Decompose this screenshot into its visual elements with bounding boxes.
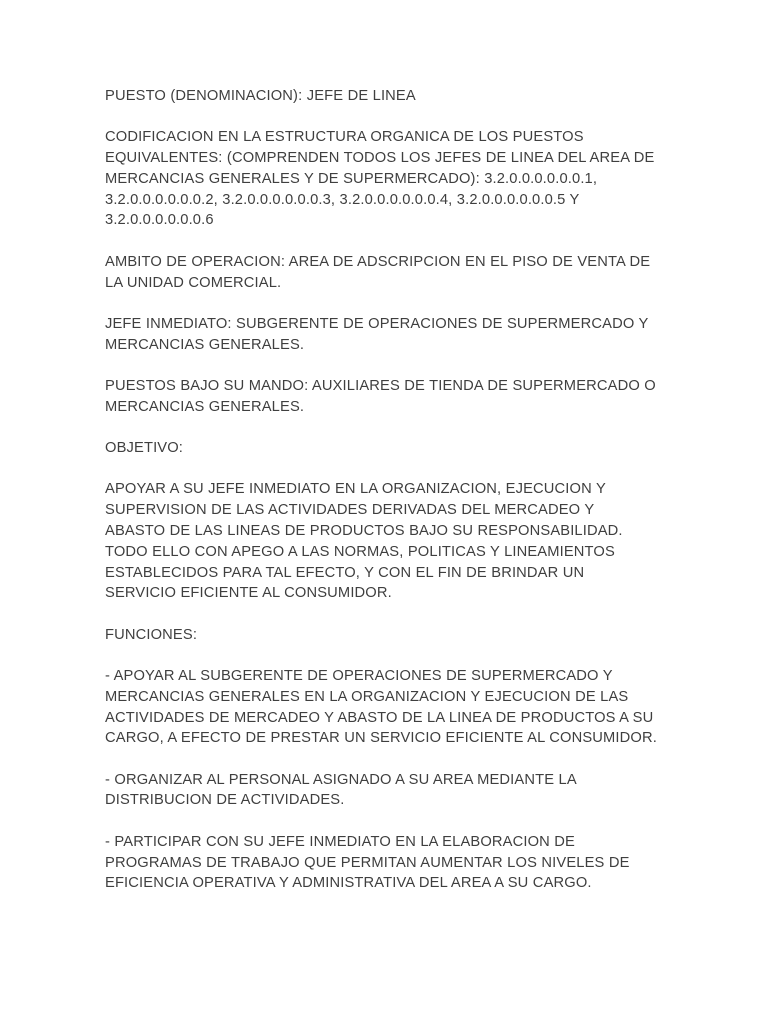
paragraph-puestos-bajo-su-mando: PUESTOS BAJO SU MANDO: AUXILIARES DE TIENDA DE SUPERMERCADO O MERCANCIAS GENERALES.	[105, 377, 661, 415]
paragraph-ambito-de-operacion: AMBITO DE OPERACION: AREA DE ADSCRIPCION EN EL PISO DE VENTA DE LA UNIDAD COMERCIAL.	[105, 253, 655, 291]
paragraph-objetivo-body: APOYAR A SU JEFE INMEDIATO EN LA ORGANIZACION, EJECUCION Y SUPERVISION DE LAS ACTIVIDADES DERIVADAS DEL MERCADEO Y ABASTO DE LAS LINEAS DE PRODUCTOS BAJO SU RESPONSABILIDAD. TODO ELLO CON APEGO A LAS NORMAS, POLITICAS Y LINEAMIENTOS ESTABLECIDOS PARA TAL EFECTO, Y CON EL FIN DE BRINDAR UN SERVICIO EFICIENTE AL CONSUMIDOR.	[105, 481, 627, 602]
heading-objetivo: OBJETIVO:	[105, 440, 184, 457]
paragraph-funcion-1: - APOYAR AL SUBGERENTE DE OPERACIONES DE SUPERMERCADO Y MERCANCIAS GENERALES EN LA ORGANIZACION Y EJECUCION DE LAS ACTIVIDADES DE MERCADEO Y ABASTO DE LA LINEA DE PRODUCTOS A SU CARGO, A EFECTO DE PRESTAR UN SERVICIO EFICIENTE AL CONSUMIDOR.	[105, 667, 658, 747]
heading-funciones: FUNCIONES:	[105, 626, 198, 643]
paragraph-funcion-3: - PARTICIPAR CON SU JEFE INMEDIATO EN LA ELABORACION DE PROGRAMAS DE TRABAJO QUE PERMITAN AUMENTAR LOS NIVELES DE EFICIENCIA OPERATIVA Y ADMINISTRATIVA DEL AREA A SU CARGO.	[105, 833, 634, 892]
paragraph-puesto-denominacion: PUESTO (DENOMINACION): JEFE DE LINEA	[105, 88, 416, 104]
paragraph-codificacion-estructura-organica: CODIFICACION EN LA ESTRUCTURA ORGANICA DE LOS PUESTOS EQUIVALENTES: (COMPRENDEN TODOS LOS JEFES DE LINEA DEL AREA DE MERCANCIAS GENERALES Y DE SUPERMERCADO): 3.2.0.0.0.0.0.0.1, 3.2.0.0.0.0.0.0.2, 3.2.0.0.0.0.0.0.3, 3.2.0.0.0.0.0.0.4, 3.2.0.0.0.0.0.0.5 Y 3.2.0.0.0.0.0.0.6	[105, 129, 659, 229]
document-text-body	[105, 86, 661, 894]
paragraph-funcion-2: - ORGANIZAR AL PERSONAL ASIGNADO A SU AREA MEDIANTE LA DISTRIBUCION DE ACTIVIDADES.	[105, 771, 581, 809]
paragraph-jefe-inmediato: JEFE INMEDIATO: SUBGERENTE DE OPERACIONES DE SUPERMERCADO Y MERCANCIAS GENERALES.	[105, 315, 653, 353]
